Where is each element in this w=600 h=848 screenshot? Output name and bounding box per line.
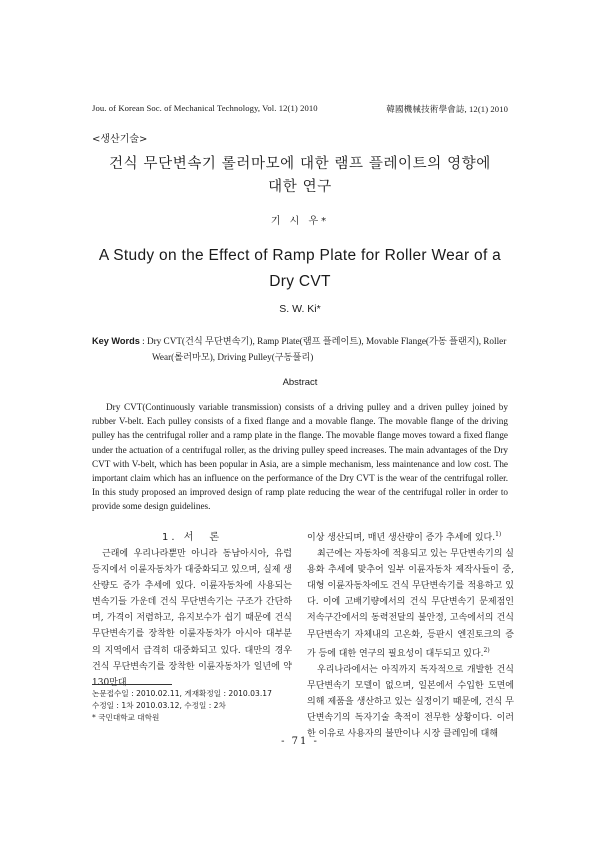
footnote-affiliation: * 국민대학교 대학원 (92, 713, 160, 722)
author-korean: 기 시 우* (270, 216, 330, 227)
keywords-text: : Dry CVT(건식 무단변속기), Ramp Plate(램프 플레이트), Movable Flange(가동 플랜지), Roller Wear(롤러마모), Driving Pulley(구동풀리) (142, 336, 507, 362)
reference-marker: 2) (483, 646, 490, 654)
intro-paragraph-3: 우리나라에서는 아직까지 독자적으로 개발한 건식 무단변속기 모델이 없으며, 일본에서 수입한 도면에 의해 제품을 생산하고 있는 실정이기 때문에, 건식 무단변속기의 독자기술 축적이 전무한 상황이다. 이러한 이유로 사용자의 불만이나 시장 클레임에 대해 (307, 664, 514, 740)
intro-paragraph-1-continued-text: 이상 생산되며, 매년 생산량이 증가 추세에 있다. (307, 533, 496, 543)
footnote-divider (92, 684, 172, 685)
footnote-dates: 논문접수일 : 2010.02.11, 게재확정일 : 2010.03.17 (92, 689, 272, 698)
author-english: S. W. Ki* (279, 303, 321, 315)
abstract-body: Dry CVT(Continuously variable transmission) consists of a driving pulley and a driven pulley joined by rubber V-belt. Each pulley consists of a fixed flange and a movable flange. The movable flange of the driving pulley has the centrifugal roller and a ramp plate in the flange. The movable flange moves toward a fixed flange under the actuation of a centrifugal roller, as the driving pulley speed increases. The main advantages of the Dry CVT with V-belt, which has been popular in Asia, are a simple mechanism, less maintenance and low cost. The important claim which has an influence on the performance of the Dry CVT is the wear of the centrifugal roller. In this study proposed an improved design of ramp plate reducing the wear of the centrifugal roller in order to provide some design guidelines. (92, 402, 508, 512)
keywords (92, 334, 512, 365)
journal-header-english: Jou. of Korean Soc. of Mechanical Technology, Vol. 12(1) 2010 (92, 103, 318, 113)
title-korean-line2: 대한 연구 (268, 179, 332, 195)
intro-paragraph-2-text: 최근에는 자동차에 적용되고 있는 무단변속기의 실용화 추세에 맞추어 일부 이륜자동차 제작사들이 중, 대형 이륜자동차에도 건식 무단변속기를 적용하고 있다. 이에 고배기량에서의 건식 무단변속기 문제점인 저속구간에서의 동력전달의 불안정, 고속에서의 건식 무단변속기 자체내의 고온화, 등판시 엔진토크의 증가 등에 대한 연구의 필요성이 대두되고 있다. (307, 549, 514, 659)
intro-paragraph-1: 근래에 우리나라뿐만 아니라 동남아시아, 유럽 등지에서 이륜자동차가 대중화되고 있으며, 실제 생산량도 증가 추세에 있다. 이륜자동차에 사용되는 변속기들 가운데 건식 무단변속기는 구조가 간단하며, 가격이 저렴하고, 유지보수가 쉽기 때문에 건식 무단변속기를 장착한 이륜자동차가 아시아 대부분의 지역에서 급격히 대중화되고 있다. 대만의 경우 건식 무단변속기를 장착한 이륜자동차가 일년에 약 130만대 (92, 549, 292, 688)
page-number: - 71 - (281, 736, 319, 747)
journal-header-korean: 韓國機械技術學會誌, 12(1) 2010 (386, 104, 508, 114)
title-english (80, 243, 520, 295)
title-english-line2: Dry CVT (269, 273, 331, 290)
title-korean-line1: 건식 무단변속기 롤러마모에 대한 램프 플레이트의 영향에 (109, 156, 491, 172)
left-column (92, 546, 292, 691)
footnotes (92, 688, 302, 724)
intro-paragraph-2 (307, 546, 514, 662)
title-english-line1: A Study on the Effect of Ramp Plate for Roller Wear of a (98, 247, 502, 264)
title-korean (60, 153, 540, 199)
intro-paragraph-1-continued (307, 527, 514, 546)
category-label: <생산기술> (92, 134, 148, 145)
abstract-heading: Abstract (282, 377, 318, 388)
footnote-revisions: 수정일 : 1차 2010.03.12, 수정일 : 2차 (92, 701, 226, 710)
keywords-label: Key Words (92, 336, 140, 346)
reference-marker: 1) (495, 531, 502, 538)
right-column (307, 527, 514, 742)
section-heading-introduction: 1. 서 론 (161, 532, 223, 543)
